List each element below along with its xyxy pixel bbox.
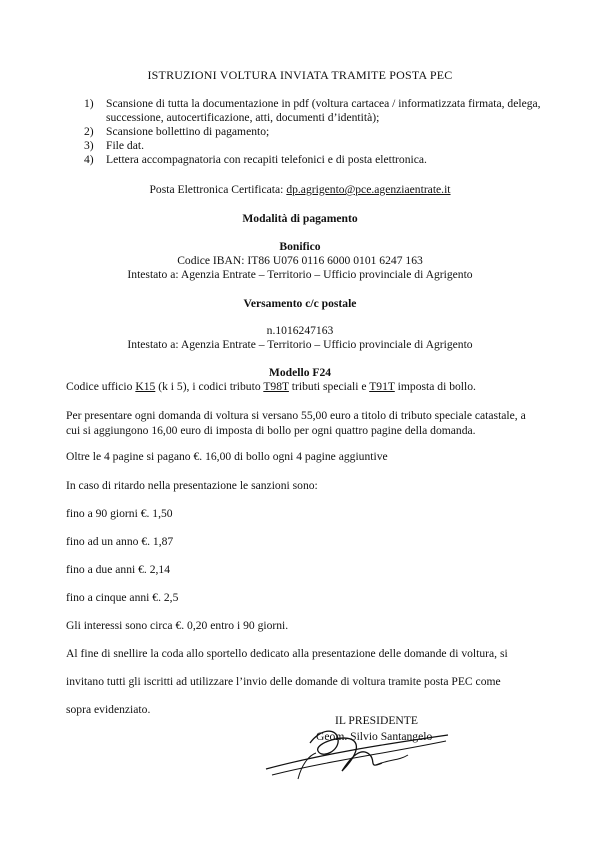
list-item <box>84 153 554 167</box>
list-item <box>84 139 554 153</box>
penalty-item: fino a 90 giorni €. 1,50 <box>66 507 173 520</box>
list-item-text: Scansione di tutta la documentazione in pdf (voltura cartacea / informatizzata firmata, delega, successione, autocertificazione, atti, documenti d’identità); <box>106 97 541 124</box>
closing-line-3: sopra evidenziato. <box>66 703 151 716</box>
pec-address-link[interactable]: dp.agrigento@pce.agenziaentrate.it <box>286 183 451 196</box>
f24-prefix: Codice ufficio <box>66 380 133 393</box>
list-item-number: 3) <box>84 139 94 152</box>
f24-mid-1: (k i 5), i codici tributo <box>158 380 261 393</box>
bonifico-heading: Bonifico <box>279 240 321 253</box>
iban-line: Codice IBAN: IT86 U076 0116 6000 0101 6247 163 <box>177 254 423 267</box>
postale-heading: Versamento c/c postale <box>243 297 357 310</box>
list-item <box>84 97 556 125</box>
handwritten-signature <box>258 725 458 785</box>
postale-number: n.1016247163 <box>266 324 334 337</box>
instruction-list <box>84 97 554 167</box>
penalty-item: fino a cinque anni €. 2,5 <box>66 591 179 604</box>
bonifico-holder: Intestato a: Agenzia Entrate – Territorio – Ufficio provinciale di Agrigento <box>127 268 473 281</box>
pec-line <box>0 183 600 197</box>
pec-label: Posta Elettronica Certificata: <box>149 183 284 196</box>
fee-paragraph: Per presentare ogni domanda di voltura si versano 55,00 euro a titolo di tributo speciale catastale, a cui si aggiungono 16,00 euro di imposta di bollo per ogni quattro pagine della domanda. <box>66 409 526 437</box>
office-code: K15 <box>135 380 156 393</box>
penalty-item: fino ad un anno €. 1,87 <box>66 535 174 548</box>
page-title: ISTRUZIONI VOLTURA INVIATA TRAMITE POSTA PEC <box>147 68 453 82</box>
closing-line-2: invitano tutti gli iscritti ad utilizzare l’invio delle domande di voltura tramite posta PEC come <box>66 675 501 688</box>
extra-pages-text: Oltre le 4 pagine si pagano €. 16,00 di bollo ogni 4 pagine aggiuntive <box>66 450 388 463</box>
penalty-item: fino a due anni €. 2,14 <box>66 563 170 576</box>
list-item-number: 1) <box>84 97 94 110</box>
closing-line-1: Al fine di snellire la coda allo sportello dedicato alla presentazione delle domande di voltura, si <box>66 647 508 660</box>
list-item-text: File dat. <box>106 139 144 152</box>
f24-mid-2: tributi speciali e <box>291 380 367 393</box>
postale-holder: Intestato a: Agenzia Entrate – Territorio – Ufficio provinciale di Agrigento <box>127 338 473 351</box>
list-item <box>84 125 554 139</box>
penalties-intro: In caso di ritardo nella presentazione le sanzioni sono: <box>66 479 318 492</box>
signature-role: IL PRESIDENTE <box>335 714 418 727</box>
list-item-number: 4) <box>84 153 94 166</box>
signature-name: Geom. Silvio Santangelo <box>316 730 433 743</box>
interest-text: Gli interessi sono circa €. 0,20 entro i 90 giorni. <box>66 619 289 632</box>
f24-heading: Modello F24 <box>268 366 332 379</box>
payment-heading: Modalità di pagamento <box>242 212 358 225</box>
list-item-number: 2) <box>84 125 94 138</box>
f24-suffix: imposta di bollo. <box>397 380 476 393</box>
f24-codes-line <box>66 380 476 394</box>
list-item-text: Lettera accompagnatoria con recapiti telefonici e di posta elettronica. <box>106 153 427 166</box>
list-item-text: Scansione bollettino di pagamento; <box>106 125 270 138</box>
stamp-tax-code: T91T <box>369 380 395 393</box>
special-tax-code: T98T <box>263 380 289 393</box>
